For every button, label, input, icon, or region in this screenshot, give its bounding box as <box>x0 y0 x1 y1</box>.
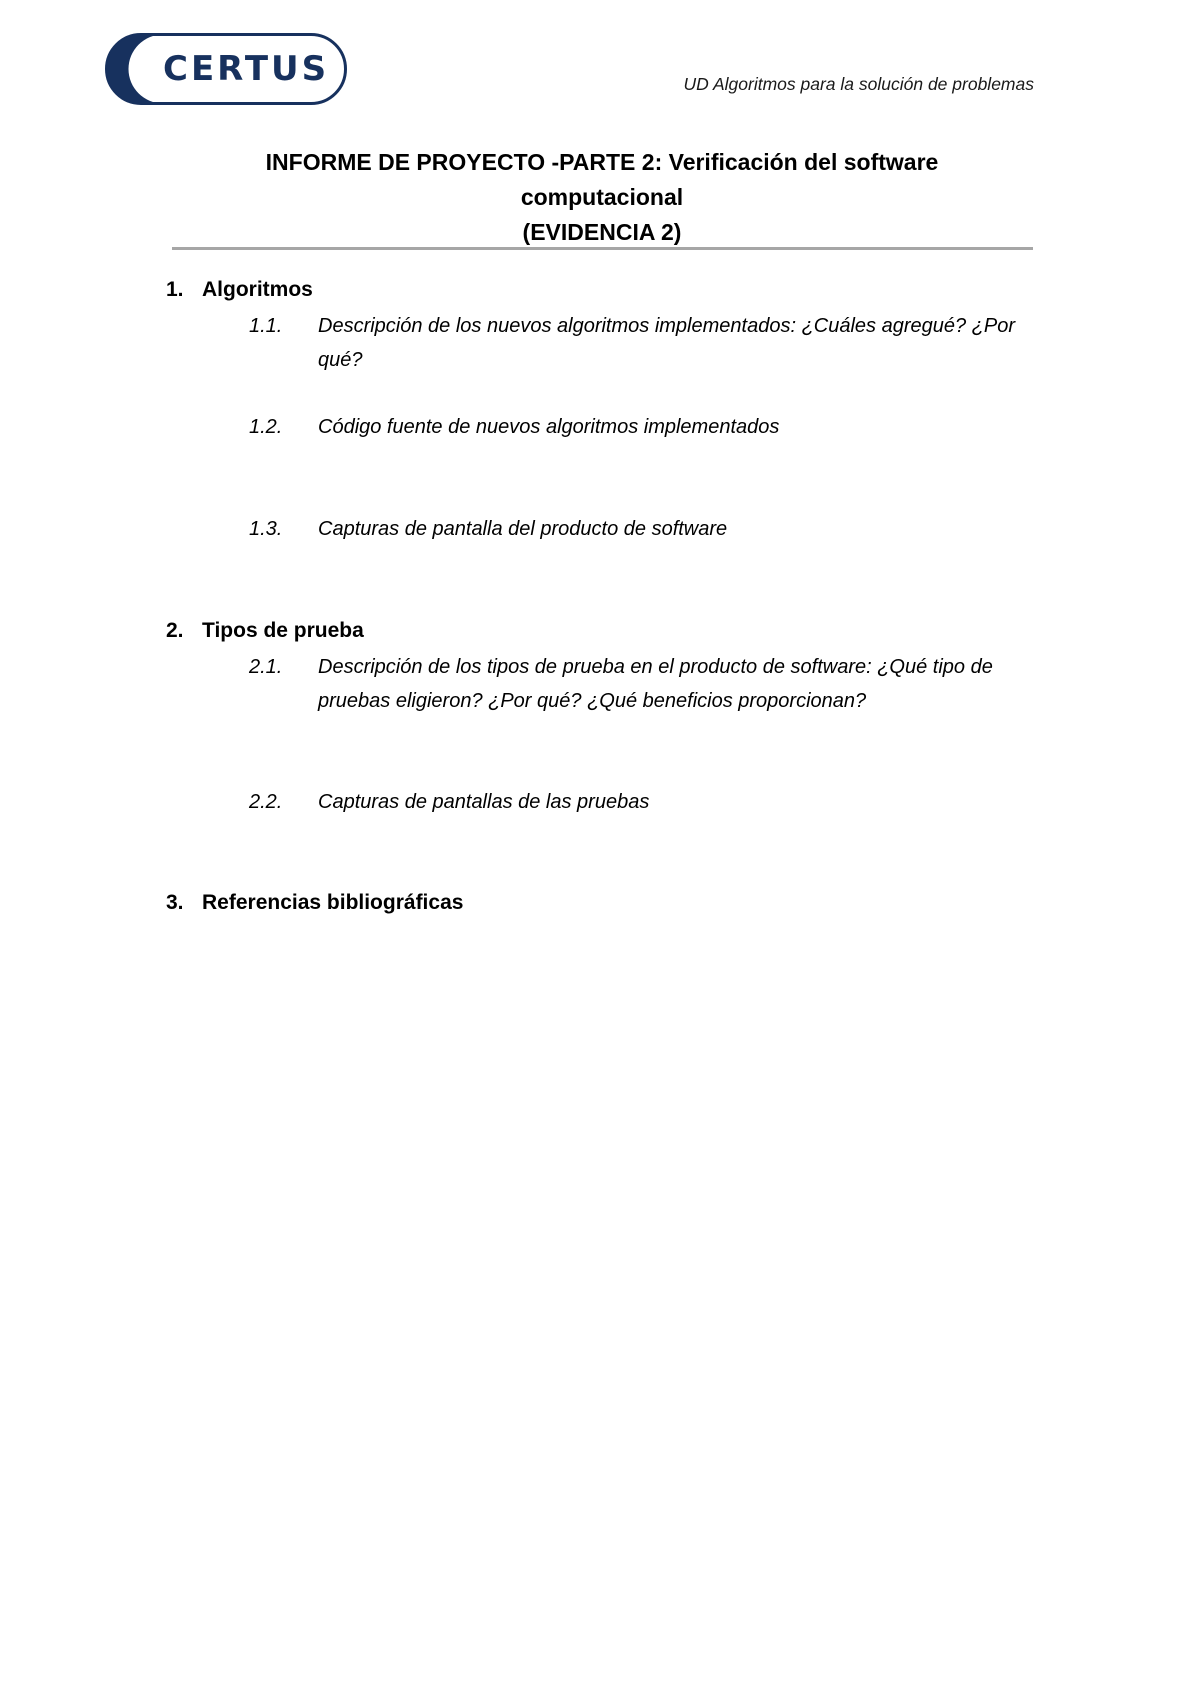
title-line-1: INFORME DE PROYECTO -PARTE 2: Verificación del software <box>265 149 939 175</box>
list-item-2-1 <box>249 650 1039 718</box>
section-label: Referencias bibliográficas <box>202 891 464 914</box>
item-number: 2.2. <box>249 791 283 813</box>
item-number: 1.2. <box>249 416 283 438</box>
item-number: 2.1. <box>249 656 283 678</box>
list-item-1-3 <box>249 512 1039 546</box>
section-number: 2. <box>166 619 184 642</box>
item-number: 1.1. <box>249 315 283 337</box>
section-label: Tipos de prueba <box>202 619 364 642</box>
item-text: Descripción de los nuevos algoritmos implementados: ¿Cuáles agregué? ¿Por qué? <box>318 315 1016 371</box>
item-text: Descripción de los tipos de prueba en el producto de software: ¿Qué tipo de pruebas eligieron? ¿Por qué? ¿Qué beneficios proporcionan? <box>318 656 993 712</box>
section-number: 1. <box>166 278 184 301</box>
logo-wordmark: CERTUS <box>163 49 330 89</box>
document-title <box>172 145 1032 250</box>
item-text: Capturas de pantallas de las pruebas <box>318 791 650 813</box>
certus-logo <box>105 33 347 105</box>
title-line-3: (EVIDENCIA 2) <box>522 219 682 245</box>
title-line-2: computacional <box>520 184 684 210</box>
item-text: Código fuente de nuevos algoritmos implementados <box>318 416 780 438</box>
header-subject: UD Algoritmos para la solución de problemas <box>683 74 1034 94</box>
section-heading-referencias <box>166 888 463 918</box>
item-number: 1.3. <box>249 518 283 540</box>
section-heading-algoritmos <box>166 275 313 305</box>
section-number: 3. <box>166 891 184 914</box>
list-item-1-2 <box>249 410 1039 444</box>
title-divider <box>172 247 1033 250</box>
section-heading-tipos-de-prueba <box>166 616 364 646</box>
item-text: Capturas de pantalla del producto de software <box>318 518 728 540</box>
list-item-1-1 <box>249 309 1039 377</box>
section-label: Algoritmos <box>202 278 313 301</box>
list-item-2-2 <box>249 785 1039 819</box>
